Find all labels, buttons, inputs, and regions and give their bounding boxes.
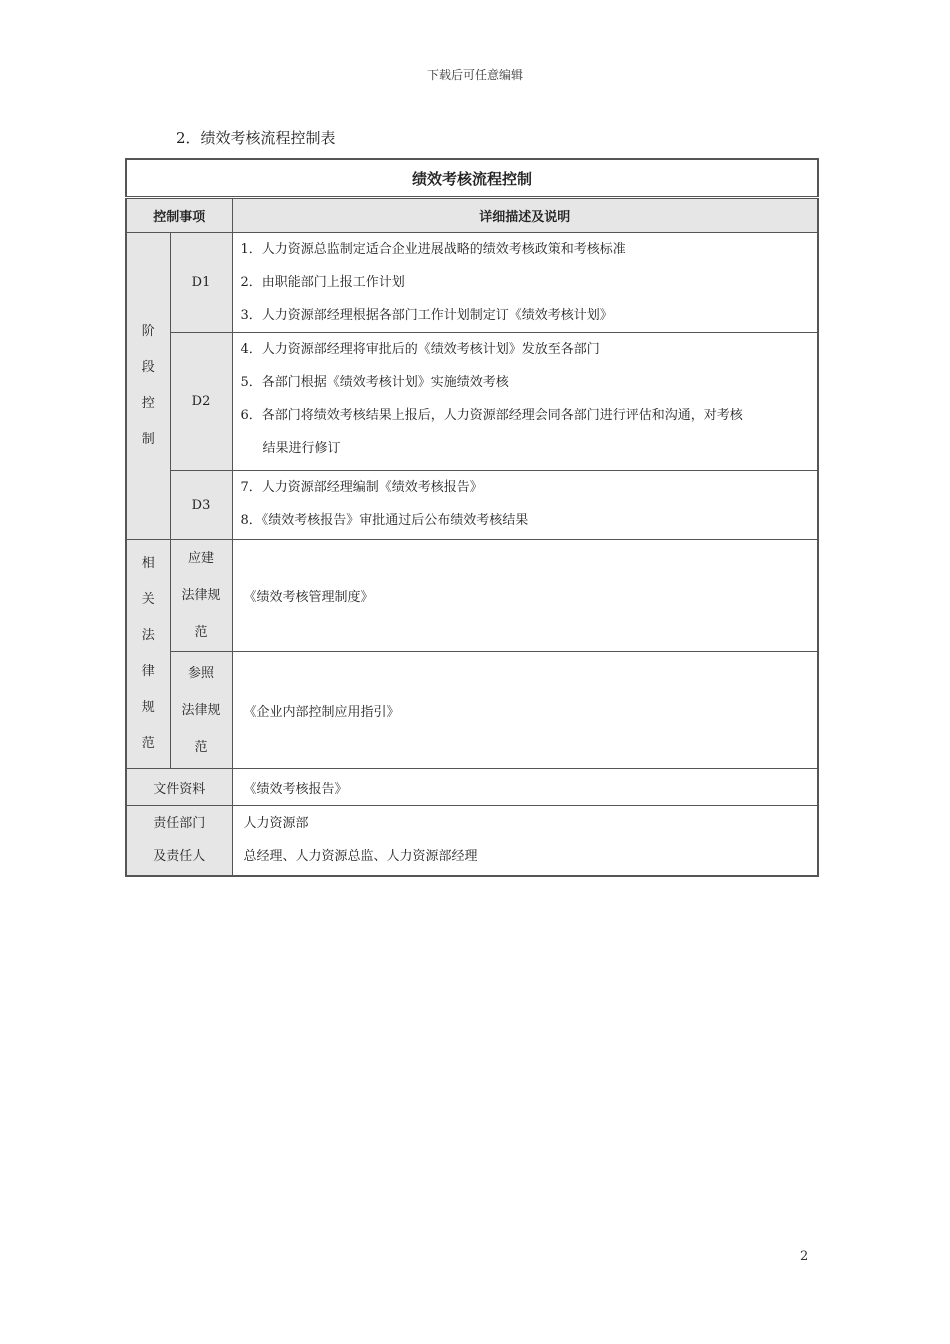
list-item: 7．人力资源部经理编制《绩效考核报告》	[240, 480, 483, 495]
law-reference-value: 《企业内部控制应用指引》	[232, 652, 818, 769]
list-item: 4．人力资源部经理将审批后的《绩效考核计划》发放至各部门	[240, 342, 600, 357]
stage-d2-label: D2	[170, 333, 232, 471]
table-title: 绩效考核流程控制	[126, 159, 818, 198]
stage-d3-description	[232, 471, 818, 540]
col-header-control-item: 控制事项	[126, 198, 232, 233]
section-title: 2．绩效考核流程控制表	[176, 129, 336, 147]
control-table	[125, 158, 819, 877]
stage-d3-label: D3	[170, 471, 232, 540]
list-item-continuation: 结果进行修订	[262, 441, 341, 456]
stage-d2-description	[232, 333, 818, 471]
list-item: 5．各部门根据《绩效考核计划》实施绩效考核	[240, 375, 509, 390]
law-reference-label: 参照 法律规 范	[170, 652, 232, 769]
col-header-description: 详细描述及说明	[232, 198, 818, 233]
stage-d1-label: D1	[170, 233, 232, 333]
responsible-label: 责任部门 及责任人	[126, 806, 232, 876]
documents-label: 文件资料	[126, 769, 232, 806]
responsible-value: 人力资源部 总经理、人力资源总监、人力资源部经理	[232, 806, 818, 876]
law-to-build-label: 应建 法律规 范	[170, 540, 232, 652]
list-item: 3．人力资源部经理根据各部门工作计划制定订《绩效考核计划》	[240, 308, 613, 323]
list-item: 1．人力资源总监制定适合企业进展战略的绩效考核政策和考核标准	[240, 242, 626, 257]
list-item: 2．由职能部门上报工作计划	[240, 275, 405, 290]
related-laws-label: 相 关 法 律 规 范	[126, 540, 170, 769]
list-item: 6．各部门将绩效考核结果上报后，人力资源部经理会同各部门进行评估和沟通，对考核	[240, 408, 743, 423]
law-to-build-value: 《绩效考核管理制度》	[232, 540, 818, 652]
stage-d1-description	[232, 233, 818, 333]
stage-control-label: 阶 段 控 制	[126, 233, 170, 540]
list-item: 8．《绩效考核报告》审批通过后公布绩效考核结果	[240, 513, 529, 528]
documents-value: 《绩效考核报告》	[232, 769, 818, 806]
page-header: 下载后可任意编辑	[426, 68, 523, 82]
page-number: 2	[800, 1249, 809, 1264]
